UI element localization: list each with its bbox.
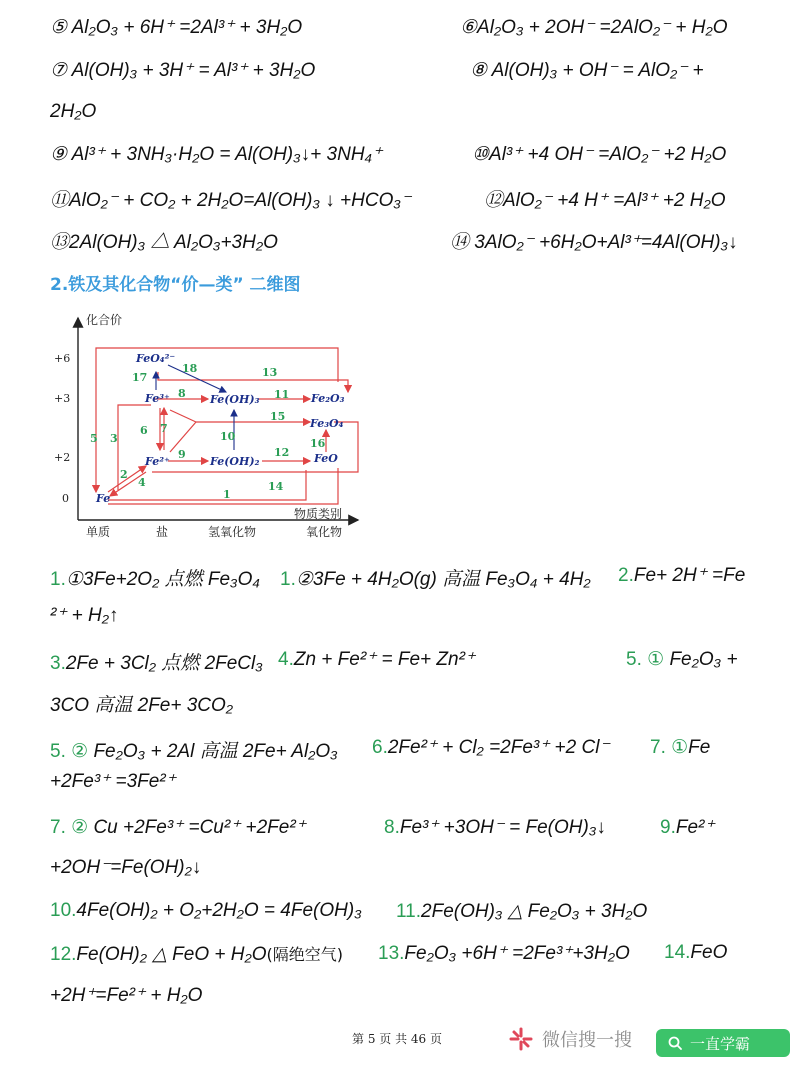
y-tick-zero: 0 <box>62 492 69 505</box>
reaction-2-num: 2. <box>618 565 634 586</box>
y-tick-plus2: +2 <box>54 451 71 464</box>
reaction-14-text: FeO <box>690 942 728 963</box>
equation-6: ⑥Al₂O₃ + 2OH⁻ =2AlO₂⁻ + H₂O <box>460 17 728 38</box>
section-title: 2.铁及其化合物“价—类” 二维图 <box>50 275 301 295</box>
reaction-6-text: 2Fe²⁺ + Cl₂ =2Fe³⁺ +2 Cl⁻ <box>387 737 610 758</box>
num-13: 13 <box>262 366 278 379</box>
num-5: 5 <box>90 432 98 445</box>
num-12: 12 <box>274 446 290 459</box>
equation-5: ⑤ Al₂O₃ + 6H⁺ =2Al³⁺ + 3H₂O <box>50 17 303 38</box>
reaction-5b-text: Fe₂O₃ + 2Al 高温 2Fe+ Al₂O₃ <box>93 741 338 762</box>
species-feo4: FeO₄²⁻ <box>136 352 176 365</box>
reaction-5b <box>50 736 338 763</box>
reaction-1b-num: 1. <box>280 569 296 590</box>
reaction-3-num: 3. <box>50 653 66 674</box>
reaction-3-text: 2Fe + 3Cl₂ 点燃 2FeCl₃ <box>65 653 263 674</box>
reaction-4 <box>278 648 475 671</box>
num-18: 18 <box>182 362 198 375</box>
y-axis-label: 化合价 <box>86 313 123 327</box>
reaction-2-text: Fe+ 2H⁺ =Fe <box>633 565 746 586</box>
reaction-14-continued: +2H⁺=Fe²⁺ + H₂O <box>50 985 203 1006</box>
reaction-1a-text: ①3Fe+2O₂ 点燃 Fe₃O₄ <box>65 569 260 590</box>
reaction-1a <box>50 564 260 591</box>
species-feoh2: Fe(OH)₂ <box>210 455 260 468</box>
reaction-5a <box>626 648 738 671</box>
reaction-5a-continued: 3CO 高温 2Fe+ 3CO₂ <box>50 695 234 716</box>
iron-valence-diagram <box>48 310 378 542</box>
reaction-12-num: 12. <box>50 944 77 965</box>
reaction-4-num: 4. <box>278 649 294 670</box>
reaction-9 <box>660 816 714 839</box>
reaction-10-text: 4Fe(OH)₂ + O₂+2H₂O = 4Fe(OH)₃ <box>76 900 362 921</box>
num-17: 17 <box>132 371 148 384</box>
reaction-7a <box>650 736 710 759</box>
watermark-button-label: 一直学霸 <box>690 1034 751 1053</box>
page-number: 第 5 页 共 46 页 <box>352 1032 442 1046</box>
reaction-8-text: Fe³⁺ +3OH⁻ = Fe(OH)₃↓ <box>399 817 606 838</box>
species-feo: FeO <box>314 452 338 465</box>
num-6: 6 <box>140 424 148 437</box>
x-tick-salt: 盐 <box>156 525 169 539</box>
species-fe: Fe <box>96 492 111 505</box>
reaction-7b-text: Cu +2Fe³⁺ =Cu²⁺ +2Fe²⁺ <box>93 817 306 838</box>
species-feoh3: Fe(OH)₃ <box>210 393 260 406</box>
num-9: 9 <box>178 448 186 461</box>
reaction-10 <box>50 900 362 922</box>
reaction-6-num: 6. <box>372 737 388 758</box>
reaction-1b <box>280 564 591 591</box>
reaction-1b-text: ②3Fe + 4H₂O(g) 高温 Fe₃O₄ + 4H₂ <box>295 569 591 590</box>
reaction-10-num: 10. <box>50 900 77 921</box>
species-fe3o4: Fe₃O₄ <box>310 417 344 430</box>
num-7: 7 <box>160 422 168 435</box>
num-1: 1 <box>223 488 231 501</box>
reaction-11-text: 2Fe(OH)₃ △ Fe₂O₃ + 3H₂O <box>421 901 648 922</box>
reaction-14 <box>664 942 727 964</box>
equation-11: ⑪AlO₂⁻ + CO₂ + 2H₂O=Al(OH)₃ ↓ +HCO₃⁻ <box>50 190 411 211</box>
reaction-9-continued: +2OH⁻=Fe(OH)₂↓ <box>50 857 202 878</box>
reaction-9-num: 9. <box>660 817 676 838</box>
equation-9: ⑨ Al³⁺ + 3NH₃·H₂O = Al(OH)₃↓+ 3NH₄⁺ <box>50 144 383 165</box>
equation-8-continued: 2H₂O <box>50 101 97 122</box>
reaction-4-text: Zn + Fe²⁺ = Fe+ Zn²⁺ <box>293 649 475 670</box>
num-8: 8 <box>178 387 186 400</box>
reaction-8-num: 8. <box>384 817 400 838</box>
reaction-7b-num: 7. ② <box>50 817 89 838</box>
num-10: 10 <box>220 430 236 443</box>
reaction-11-num: 11. <box>396 901 422 922</box>
reaction-12-text: Fe(OH)₂ △ FeO + H₂O <box>76 944 267 965</box>
equation-12: ⑫AlO₂⁻ +4 H⁺ =Al³⁺ +2 H₂O <box>484 190 726 211</box>
reaction-2-continued: ²⁺ + H₂↑ <box>50 605 119 626</box>
num-14: 14 <box>268 480 284 493</box>
reaction-14-num: 14. <box>664 942 691 963</box>
reaction-12-note: (隔绝空气) <box>266 945 344 964</box>
num-15: 15 <box>270 410 286 423</box>
reaction-3 <box>50 648 263 675</box>
reaction-7a-text: Fe <box>688 737 711 758</box>
reaction-7a-continued: +2Fe³⁺ =3Fe²⁺ <box>50 771 176 792</box>
num-4: 4 <box>138 476 146 489</box>
equation-8: ⑧ Al(OH)₃ + OH⁻ = AlO₂⁻ + <box>470 60 704 81</box>
equation-13: ⑬2Al(OH)₃ △ Al₂O₃+3H₂O <box>50 232 278 253</box>
watermark-brand: 微信搜一搜 <box>542 1030 632 1051</box>
reaction-1a-num: 1. <box>50 569 66 590</box>
reaction-12 <box>50 942 343 966</box>
equation-14: ⑭ 3AlO₂⁻ +6H₂O+Al³⁺=4Al(OH)₃↓ <box>450 232 738 253</box>
num-16: 16 <box>310 437 326 450</box>
reaction-5b-num: 5. ② <box>50 741 89 762</box>
x-tick-oxide: 氧化物 <box>306 525 343 539</box>
search-icon <box>668 1036 682 1050</box>
equation-10: ⑩Al³⁺ +4 OH⁻ =AlO₂⁻ +2 H₂O <box>472 144 727 165</box>
num-2: 2 <box>120 468 128 481</box>
num-3: 3 <box>110 432 118 445</box>
reaction-5a-text: Fe₂O₃ + <box>669 649 738 670</box>
y-tick-plus3: +3 <box>54 392 71 405</box>
reaction-2 <box>618 564 745 587</box>
reaction-13-num: 13. <box>378 943 405 964</box>
reaction-8 <box>384 816 606 839</box>
x-axis-label: 物质类别 <box>294 507 343 521</box>
equation-7: ⑦ Al(OH)₃ + 3H⁺ = Al³⁺ + 3H₂O <box>50 60 316 81</box>
reaction-13-text: Fe₂O₃ +6H⁺ =2Fe³⁺+3H₂O <box>404 943 630 964</box>
species-fe2: Fe²⁺ <box>145 455 170 468</box>
species-fe3: Fe³⁺ <box>145 392 170 405</box>
num-11: 11 <box>274 388 290 401</box>
x-tick-element: 单质 <box>86 525 111 539</box>
reaction-5a-num: 5. ① <box>626 649 665 670</box>
reaction-11 <box>396 900 647 923</box>
reaction-9-text: Fe²⁺ <box>675 817 715 838</box>
x-tick-hydroxide: 氢氧化物 <box>208 525 257 539</box>
y-tick-plus6: +6 <box>54 352 71 365</box>
reaction-13 <box>378 942 630 965</box>
reaction-7a-num: 7. ① <box>650 737 689 758</box>
wechat-search-logo-icon <box>508 1026 534 1052</box>
reaction-7b <box>50 816 306 839</box>
reaction-6 <box>372 736 609 759</box>
watermark-search-button[interactable] <box>656 1029 790 1057</box>
species-fe2o3: Fe₂O₃ <box>311 392 345 405</box>
wechat-search-watermark <box>508 1026 632 1052</box>
